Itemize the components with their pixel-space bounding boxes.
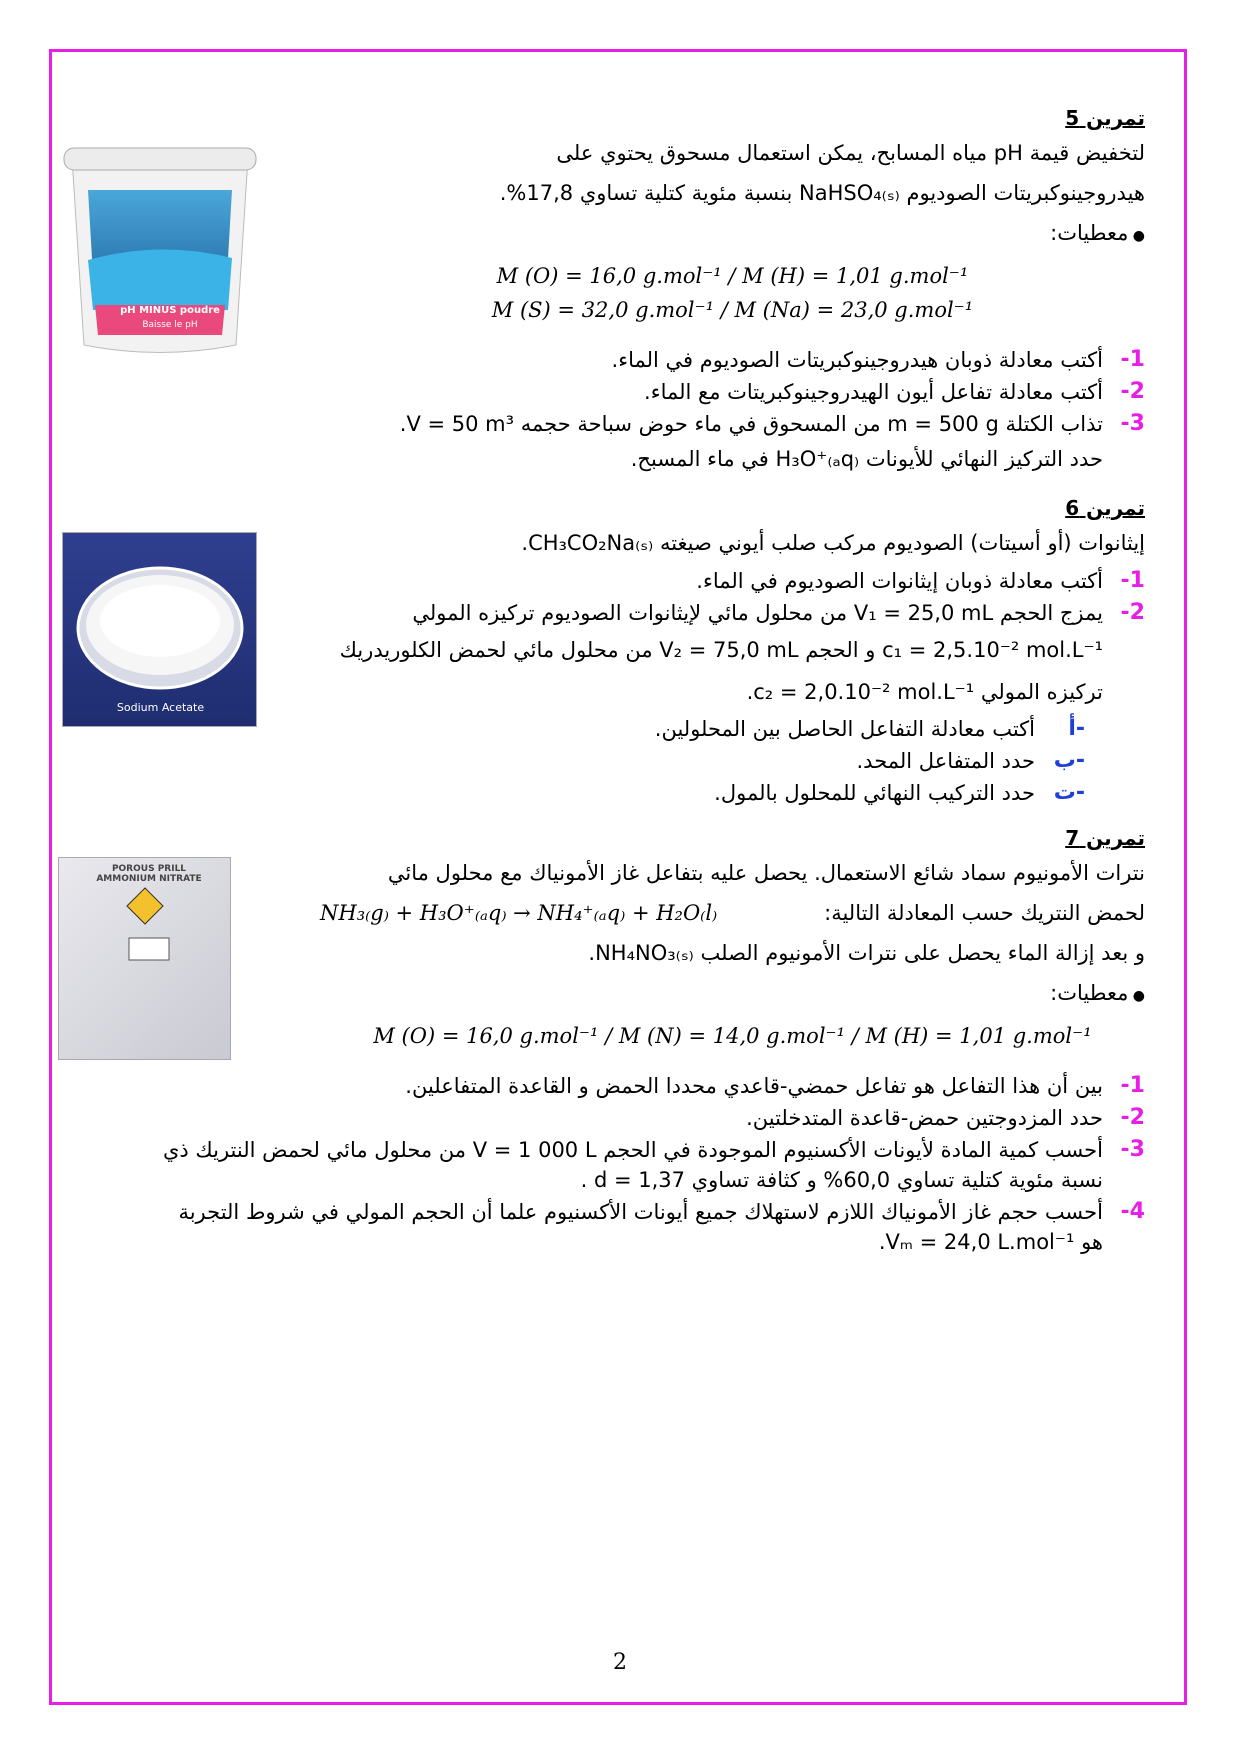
ex6-sc-text: حدد التركيب النهائي للمحلول بالمول. xyxy=(714,781,1035,805)
sodium-acetate-label: Sodium Acetate xyxy=(116,701,205,714)
q-number: -1 xyxy=(1120,347,1145,372)
ex5-line1: لتخفيض قيمة pH مياه المسابح، يمكن استعمال مسحوق يحتوي على xyxy=(556,141,1145,165)
ex6-sa-text: أكتب معادلة التفاعل الحاصل بين المحلولين. xyxy=(654,717,1035,741)
ex5-q3b-text: حدد التركيز النهائي للأيونات H₃O⁺₍ₐq₎ في ماء المسبح. xyxy=(630,447,1103,471)
q-number: -3 xyxy=(1120,1137,1145,1162)
sodium-acetate-image xyxy=(62,532,257,727)
ex6-q1 xyxy=(300,566,1145,596)
ex7-q2 xyxy=(90,1103,1145,1133)
ex5-questions xyxy=(320,345,1145,477)
ex6-sb-text: حدد المتفاعل المحد. xyxy=(856,749,1035,773)
ex7-equation: NH₃₍g₎ + H₃O⁺₍ₐq₎ → NH₄⁺₍ₐq₎ + H₂O₍l₎ xyxy=(320,901,718,925)
ex6-line1: إيثانوات (أو أسيتات) الصوديوم مركب صلب أيوني صيغته CH₃CO₂Na₍ₛ₎. xyxy=(521,531,1145,555)
ex6-sa xyxy=(300,714,1085,744)
exercise-6 xyxy=(300,496,1145,810)
ex7-q2-text: حدد المزدوجتين حمض-قاعدة المتدخلتين. xyxy=(746,1106,1103,1130)
ex7-molar-masses: M (O) = 16,0 g.mol⁻¹ / M (N) = 14,0 g.mol⁻¹ / M (H) = 1,01 g.mol⁻¹ xyxy=(373,1024,1092,1048)
ex7-q3 xyxy=(90,1135,1145,1195)
ex5-q3-text: تذاب الكتلة m = 500 g من المسحوق في ماء حوض سباحة حجمه V = 50 m³. xyxy=(399,412,1103,436)
q-number: -2 xyxy=(1120,1105,1145,1130)
ex6-q2b-text: c₁ = 2,5.10⁻² mol.L⁻¹ و الحجم V₂ = 75,0 mL من محلول مائي لحمض الكلوريدريك xyxy=(339,638,1103,662)
ex7-q4b-text: هو Vₘ = 24,0 L.mol⁻¹. xyxy=(878,1230,1103,1254)
ex7-q3a-text: أحسب كمية المادة لأيونات الأكسنيوم الموجودة في الحجم V = 1 000 L من محلول مائي لحمض النتريك ذي xyxy=(162,1138,1103,1162)
exercise-5 xyxy=(320,106,1145,479)
ex7-questions xyxy=(90,1071,1145,1257)
ex5-q3 xyxy=(320,409,1145,439)
ex5-q1 xyxy=(320,345,1145,375)
ex6-q2 xyxy=(300,598,1145,628)
ex6-sb xyxy=(300,746,1085,776)
ex7-intro xyxy=(90,856,1145,1053)
ex7-line1: نترات الأمونيوم سماد شائع الاستعمال. يحصل عليه بتفاعل غاز الأمونياك مع محلول مائي xyxy=(387,861,1145,885)
dish-drawing xyxy=(63,533,257,727)
ex7-q4a-text: أحسب حجم غاز الأمونياك اللازم لاستهلاك جميع أيونات الأكسنيوم علما أن الحجم المولي في شروط التجربة xyxy=(178,1200,1103,1224)
q-number: -1 xyxy=(1120,568,1145,593)
exercise-7-title: تمرين 7 xyxy=(1065,826,1145,850)
bucket-label: pH MINUS poudre xyxy=(120,305,220,316)
ex5-given: ● معطيات: xyxy=(320,216,1145,253)
ex5-q2 xyxy=(320,377,1145,407)
ex5-q3b xyxy=(320,441,1145,477)
ex7-q4 xyxy=(90,1197,1145,1257)
ex7-line2: لحمض النتريك حسب المعادلة التالية: xyxy=(824,901,1145,925)
ex6-q2-cont1 xyxy=(300,630,1145,670)
exercise-7 xyxy=(90,826,1145,1259)
q-number: -2 xyxy=(1120,379,1145,404)
q-number: -3 xyxy=(1120,411,1145,436)
ex5-q1-text: أكتب معادلة ذوبان هيدروجينوكبريتات الصوديوم في الماء. xyxy=(611,348,1103,372)
sub-label: ب- xyxy=(1053,748,1085,773)
ex5-molar-masses-1: M (O) = 16,0 g.mol⁻¹ / M (H) = 1,01 g.mol⁻¹ xyxy=(496,264,969,288)
ex7-q1-text: بين أن هذا التفاعل هو تفاعل حمضي-قاعدي محددا الحمض و القاعدة المتفاعلين. xyxy=(405,1074,1103,1098)
ex6-q2c-text: تركيزه المولي c₂ = 2,0.10⁻² mol.L⁻¹. xyxy=(746,680,1103,704)
ex5-molar-masses-2: M (S) = 32,0 g.mol⁻¹ / M (Na) = 23,0 g.mol⁻¹ xyxy=(491,298,974,322)
q-number: -4 xyxy=(1120,1199,1145,1224)
ex6-q2a-text: يمزج الحجم V₁ = 25,0 mL من محلول مائي لإيثانوات الصوديوم تركيزه المولي xyxy=(412,601,1103,625)
ex6-q2-cont2 xyxy=(300,672,1145,712)
ex6-questions xyxy=(300,566,1145,712)
q-number: -2 xyxy=(1120,600,1145,625)
bucket-image xyxy=(60,140,260,360)
ex7-line3: و بعد إزالة الماء يحصل على نترات الأمونيوم الصلب NH₄NO₃₍ₛ₎. xyxy=(588,941,1145,965)
exercise-6-title: تمرين 6 xyxy=(1065,496,1145,520)
exercise-5-title: تمرين 5 xyxy=(1065,106,1145,130)
ex7-given: ● معطيات: xyxy=(320,976,1145,1013)
page-number: 2 xyxy=(613,1650,627,1675)
ex5-line2: هيدروجينوكبريتات الصوديوم NaHSO₄₍ₛ₎ بنسبة مئوية كتلية تساوي 17,8%. xyxy=(499,181,1145,205)
ex5-q2-text: أكتب معادلة تفاعل أيون الهيدروجينوكبريتات مع الماء. xyxy=(644,380,1103,404)
ex6-q1-text: أكتب معادلة ذوبان إيثانوات الصوديوم في الماء. xyxy=(696,569,1103,593)
sub-label: أ- xyxy=(1068,716,1085,741)
ex7-q3b-text: نسبة مئوية كتلية تساوي 60,0% و كثافة تساوي d = 1,37 . xyxy=(580,1168,1103,1192)
ammonium-nitrate-label: POROUS PRILL AMMONIUM NITRATE xyxy=(96,864,202,884)
bucket-sublabel: Baisse le pH xyxy=(142,320,198,330)
ex7-line2-row xyxy=(320,896,1145,930)
sub-label: ت- xyxy=(1053,780,1085,805)
ex6-sc xyxy=(300,778,1085,808)
ex7-q1 xyxy=(90,1071,1145,1101)
ex6-subquestions xyxy=(300,714,1145,808)
q-number: -1 xyxy=(1120,1073,1145,1098)
